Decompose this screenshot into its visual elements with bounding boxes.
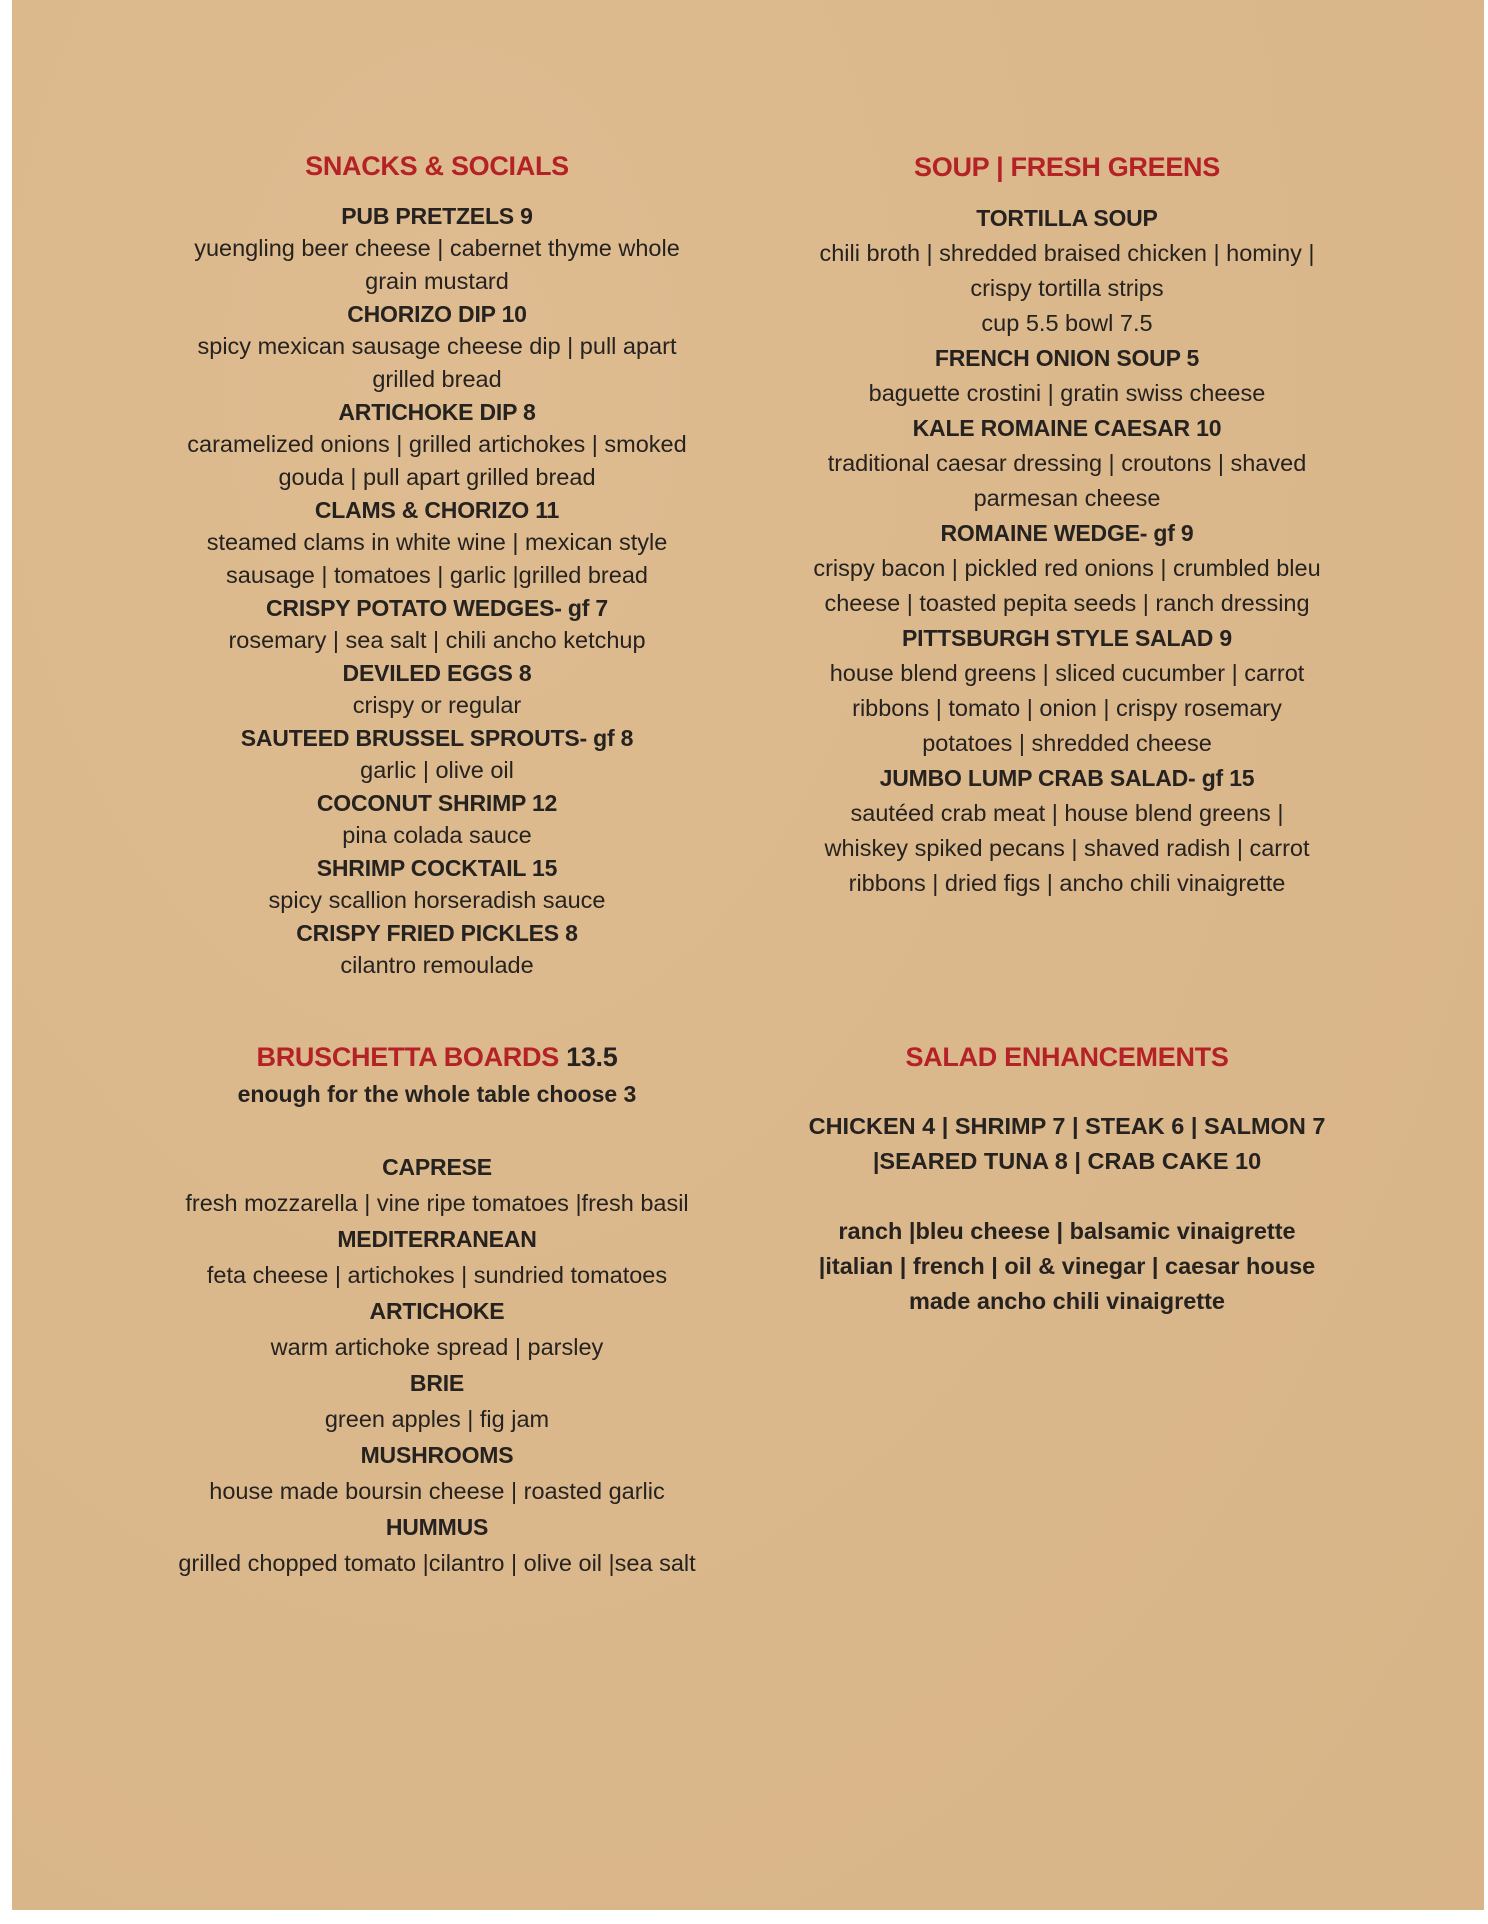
item-name: JUMBO LUMP CRAB SALAD- gf 15	[879, 765, 1255, 791]
item-name: COCONUT SHRIMP 12	[316, 790, 558, 816]
item-name: MUSHROOMS	[360, 1442, 514, 1468]
item-name: SAUTEED BRUSSEL SPROUTS- gf 8	[240, 725, 634, 751]
menu-item	[767, 621, 1367, 761]
item-description: house blend greens | sliced cucumber | carrot ribbons | tomato | onion | crispy rosemary potatoes | shredded cheese	[829, 660, 1305, 756]
menu-item	[137, 852, 737, 917]
item-description: steamed clams in white wine | mexican style sausage | tomatoes | garlic |grilled bread	[206, 529, 668, 588]
bruschetta-title: BRUSCHETTA BOARDS	[256, 1042, 559, 1072]
item-name: DEVILED EGGS 8	[342, 660, 532, 686]
item-name: MEDITERRANEAN	[337, 1226, 537, 1252]
bruschetta-price: 13.5	[566, 1042, 618, 1072]
item-name: CRISPY FRIED PICKLES 8	[296, 920, 578, 946]
menu-item	[767, 516, 1367, 621]
bruschetta-subheading: enough for the whole table choose 3	[237, 1081, 637, 1107]
item-description: feta cheese | artichokes | sundried tomatoes	[206, 1262, 668, 1288]
item-name: CAPRESE	[382, 1154, 492, 1180]
item-name: ROMAINE WEDGE- gf 9	[940, 520, 1194, 546]
item-description: grilled chopped tomato |cilantro | olive oil |sea salt	[178, 1550, 696, 1576]
item-price-options: cup 5.5 bowl 7.5	[981, 310, 1153, 336]
menu-item	[137, 917, 737, 982]
item-description: caramelized onions | grilled artichokes | smoked gouda | pull apart grilled bread	[187, 431, 687, 490]
menu-item	[767, 201, 1367, 341]
item-description: pina colada sauce	[342, 822, 532, 848]
item-description: yuengling beer cheese | cabernet thyme whole grain mustard	[194, 235, 680, 294]
dressing-options: ranch |bleu cheese | balsamic vinaigrette |italian | french | oil & vinegar | caesar house made ancho chili vinaigrette	[818, 1218, 1316, 1314]
bruschetta-heading	[137, 1040, 737, 1075]
item-description: house made boursin cheese | roasted garlic	[209, 1478, 665, 1504]
menu-item	[137, 298, 737, 396]
item-name: KALE ROMAINE CAESAR 10	[912, 415, 1222, 441]
item-description: chili broth | shredded braised chicken | hominy | crispy tortilla strips	[819, 240, 1315, 301]
item-description: crispy bacon | pickled red onions | crumbled bleu cheese | toasted pepita seeds | ranch dressing	[813, 555, 1321, 616]
menu-item	[137, 657, 737, 722]
item-name: CLAMS & CHORIZO 11	[314, 497, 560, 523]
item-name: SHRIMP COCKTAIL 15	[316, 855, 558, 881]
menu-item	[137, 1510, 737, 1582]
snacks-heading: SNACKS & SOCIALS	[305, 151, 569, 181]
menu-item	[137, 1366, 737, 1438]
menu-item	[137, 592, 737, 657]
menu-item	[137, 1438, 737, 1510]
item-description: rosemary | sea salt | chili ancho ketchup	[228, 627, 646, 653]
item-name: FRENCH ONION SOUP 5	[934, 345, 1200, 371]
item-description: green apples | fig jam	[324, 1406, 550, 1432]
item-description: garlic | olive oil	[360, 757, 514, 783]
menu-item	[137, 1294, 737, 1366]
soup-section	[767, 150, 1367, 901]
item-name: HUMMUS	[385, 1514, 489, 1540]
item-description: crispy or regular	[352, 692, 522, 718]
item-description: fresh mozzarella | vine ripe tomatoes |fresh basil	[185, 1190, 689, 1216]
item-description: traditional caesar dressing | croutons | shaved parmesan cheese	[827, 450, 1307, 511]
menu-item	[137, 1222, 737, 1294]
menu-item	[137, 494, 737, 592]
menu-item	[137, 200, 737, 298]
menu-item	[767, 761, 1367, 901]
menu-item	[137, 1150, 737, 1222]
item-description: baguette crostini | gratin swiss cheese	[868, 380, 1266, 406]
protein-options: CHICKEN 4 | SHRIMP 7 | STEAK 6 | SALMON 7 |SEARED TUNA 8 | CRAB CAKE 10	[808, 1113, 1326, 1174]
item-name: ARTICHOKE DIP 8	[338, 399, 536, 425]
menu-item	[137, 396, 737, 494]
snacks-section	[137, 150, 737, 982]
enhancements-section	[767, 1040, 1367, 1319]
menu-page	[12, 0, 1484, 1910]
menu-item	[137, 787, 737, 852]
item-name: TORTILLA SOUP	[976, 205, 1158, 231]
item-name: CRISPY POTATO WEDGES- gf 7	[266, 595, 608, 621]
item-description: warm artichoke spread | parsley	[270, 1334, 604, 1360]
soup-heading: SOUP | FRESH GREENS	[914, 152, 1220, 182]
item-description: sautéed crab meat | house blend greens | whiskey spiked pecans | shaved radish | carrot ribbons | dried figs | ancho chili vinaigrette	[824, 800, 1310, 896]
item-name: CHORIZO DIP 10	[347, 301, 527, 327]
item-name: ARTICHOKE	[369, 1298, 505, 1324]
item-description: spicy scallion horseradish sauce	[268, 887, 606, 913]
item-name: PITTSBURGH STYLE SALAD 9	[901, 625, 1232, 651]
item-description: spicy mexican sausage cheese dip | pull apart grilled bread	[197, 333, 677, 392]
item-description: cilantro remoulade	[340, 952, 534, 978]
item-name: BRIE	[409, 1370, 465, 1396]
menu-item	[767, 341, 1367, 411]
enhancements-heading: SALAD ENHANCEMENTS	[905, 1042, 1229, 1072]
item-name: PUB PRETZELS 9	[341, 203, 533, 229]
bruschetta-section	[137, 1040, 737, 1582]
menu-item	[767, 411, 1367, 516]
menu-item	[137, 722, 737, 787]
